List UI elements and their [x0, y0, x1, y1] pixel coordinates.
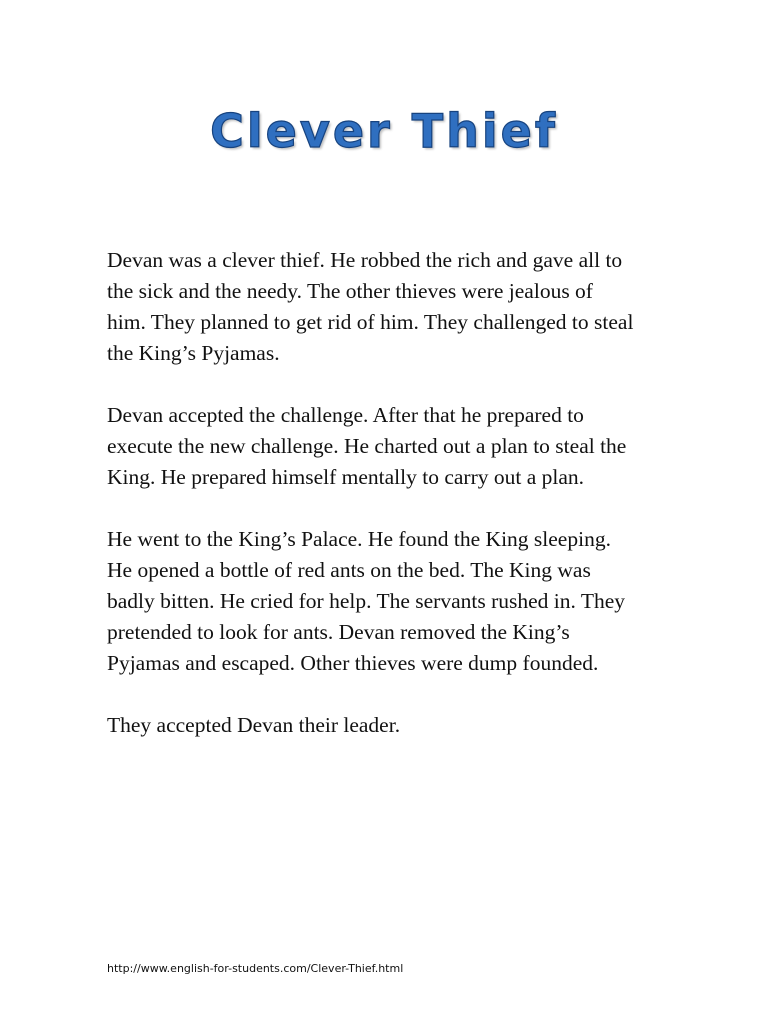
paragraph-4 — [107, 710, 687, 741]
paragraph-3 — [107, 524, 687, 679]
footer-url[interactable]: http://www.english-for-students.com/Clever-Thief.html — [107, 962, 404, 975]
text-line: the King’s Pyjamas. — [107, 341, 280, 365]
paragraph-2 — [107, 400, 687, 493]
text-line: badly bitten. He cried for help. The servants rushed in. They — [107, 589, 626, 613]
story-body — [107, 245, 687, 772]
text-line: pretended to look for ants. Devan removed the King’s — [107, 620, 570, 644]
text-line: the sick and the needy. The other thieves were jealous of — [107, 279, 593, 303]
text-line: Devan was a clever thief. He robbed the rich and gave all to — [107, 248, 623, 272]
page-title: Clever Thief — [210, 104, 558, 158]
text-line: him. They planned to get rid of him. They challenged to steal — [107, 310, 634, 334]
text-line: They accepted Devan their leader. — [107, 713, 401, 737]
text-line: Pyjamas and escaped. Other thieves were dump founded. — [107, 651, 599, 675]
text-line: execute the new challenge. He charted out a plan to steal the — [107, 434, 627, 458]
text-line: He went to the King’s Palace. He found the King sleeping. — [107, 527, 611, 551]
text-line: He opened a bottle of red ants on the bed. The King was — [107, 558, 591, 582]
text-line: Devan accepted the challenge. After that he prepared to — [107, 403, 584, 427]
text-line: King. He prepared himself mentally to carry out a plan. — [107, 465, 585, 489]
paragraph-1 — [107, 245, 687, 369]
